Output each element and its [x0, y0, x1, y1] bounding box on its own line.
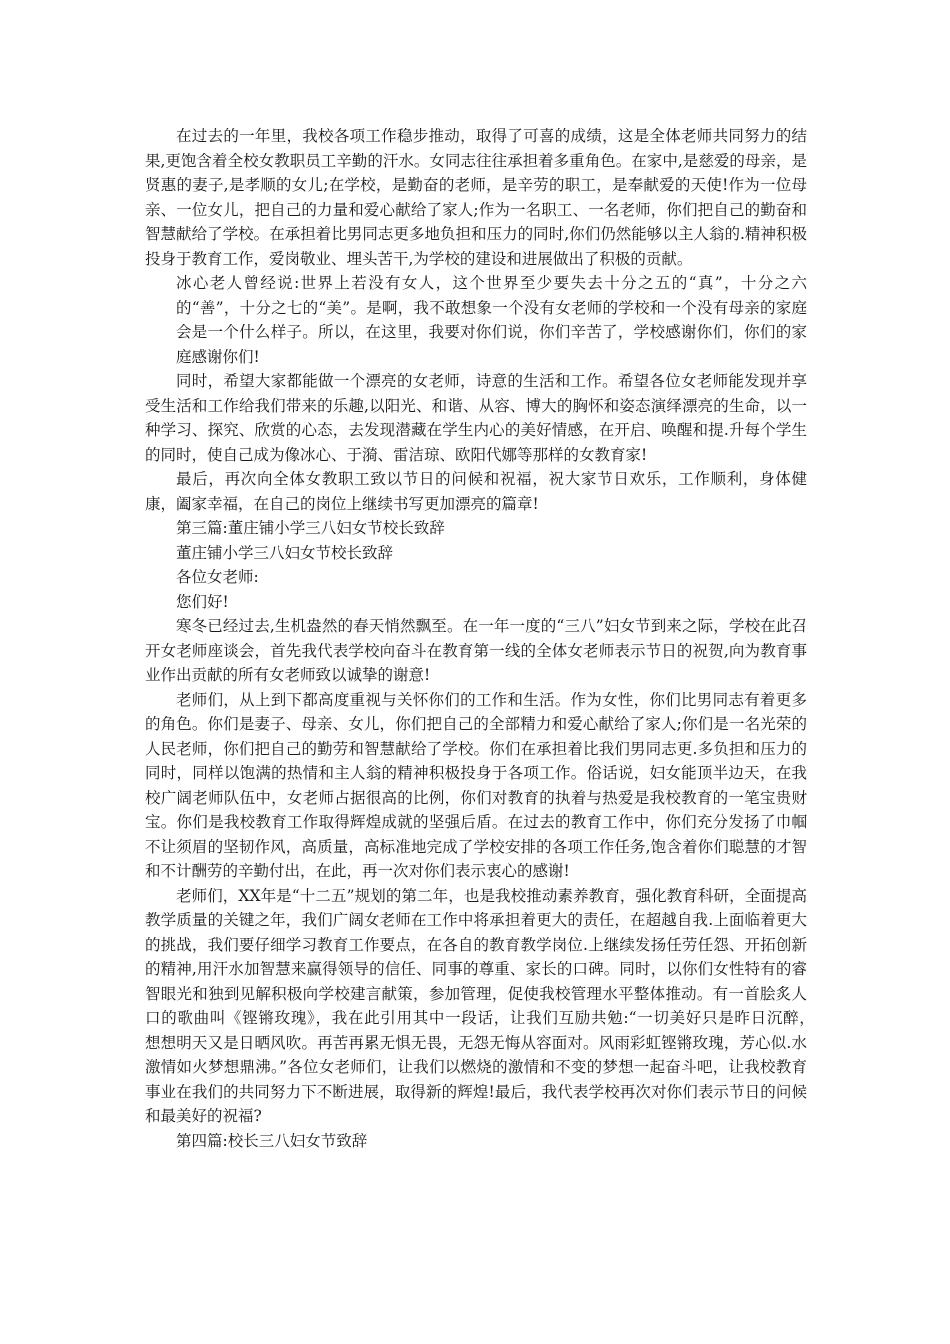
section-heading-3: 第三篇:董庄铺小学三八妇女节校长致辞 [176, 519, 445, 537]
paragraph-5: 寒冬已经过去,生机盎然的春天悄然飘至。在一年一度的“三八”妇女节到来之际，学校在此召开女老师座谈会，首先我代表学校向奋斗在教育第一线的全体女老师表示节日的祝贺,向为教育事业作出贡献的所有女老师致以诚挚的谢意! [145, 617, 807, 684]
greeting: 您们好! [176, 592, 229, 611]
paragraph-3: 同时，希望大家都能做一个漂亮的女老师，诗意的生活和工作。希望各位女老师能发现并享受生活和工作给我们带来的乐趣,以阳光、和谐、从容、博大的胸怀和姿态演绎漂亮的生命，以一种学习、探究、欣赏的心态，去发现潜藏在学生内心的美好情感，在开启、唤醒和提.升每个学生的同时，使自己成为像冰心、于漪、雷洁琼、欧阳代娜等那样的女教育家! [145, 372, 807, 464]
section-heading-4: 第四篇:校长三八妇女节致辞 [176, 1131, 368, 1150]
paragraph-1: 在过去的一年里，我校各项工作稳步推动，取得了可喜的成绩，这是全体老师共同努力的结果,更饱含着全校女教职员工辛勤的汗水。女同志往往承担着多重角色。在家中,是慈爱的母亲，是贤惠的妻子,是孝顺的女儿;在学校，是勤奋的老师，是辛劳的职工，是奉献爱的天使!作为一位母亲、一位女儿，把自己的力量和爱心献给了家人;作为一名职工、一名老师，你们把自己的勤奋和智慧献给了学校。在承担着比男同志更多地负担和压力的同时,你们仍然能够以主人翁的.精神积极投身于教育工作，爱岗敬业、埋头苦干,为学校的建设和进展做出了积极的贡献。 [145, 127, 807, 268]
paragraph-4: 最后，再次向全体女教职工致以节日的问候和祝福，祝大家节日欢乐，工作顺利，身体健康，阖家幸福，在自己的岗位上继续书写更加漂亮的篇章! [145, 470, 807, 513]
speech-title: 董庄铺小学三八妇女节校长致辞 [176, 543, 394, 562]
paragraph-7: 老师们，XX年是“十二五”规划的第二年，也是我校推动素养教育，强化教育科研，全面提高教学质量的关键之年，我们广阔女老师在工作中将承担着更大的责任，在超越自我.上面临着更大的挑战，我们要仔细学习教育工作要点，在各自的教育教学岗位.上继续发扬任劳任怨、开拓创新的精神,用汗水加智慧来赢得领导的信任、同事的尊重、家长的口碑。同时，以你们女性特有的睿智眼光和独到见解积极向学校建言献策，参加管理，促使我校管理水平整体推动。有一首脍炙人口的歌曲叫《铿锵玫瑰》，我在此引用其中一段话，让我们互励共勉:“一切美好只是昨日沉醉， 想想明天又是日晒风吹。再苦再累无惧无畏，无怨无悔从容面对。风雨彩虹铿锵玫瑰，芳心似.水激情如火梦想鼎沸。”各位女老师们，让我们以燃烧的激情和不变的梦想一起奋斗吧，让我校教育事业在我们的共同努力下不断进展，取得新的辉煌!最后，我代表学校再次对你们表示节日的问候和最美好的祝福? [145, 886, 823, 1125]
paragraph-2: 冰心老人曾经说:世界上若没有女人，这个世界至少要失去十分之五的“真”，十分之六的“善”，十分之七的“美”。是啊，我不敢想象一个没有女老师的学校和一个没有母亲的家庭会是一个什么样子。所以，在这里，我要对你们说，你们辛苦了，学校感谢你们，你们的家庭感谢你们! [176, 274, 807, 366]
salutation: 各位女老师: [176, 568, 259, 586]
document-body [145, 124, 823, 1153]
paragraph-6: 老师们，从上到下都高度重视与关怀你们的工作和生活。作为女性，你们比男同志有着更多的角色。你们是妻子、母亲、女儿，你们把自己的全部精力和爱心献给了家人;你们是一名光荣的人民老师，你们把自己的勤劳和智慧献给了学校。你们在承担着比我们男同志更.多负担和压力的同时，同样以饱满的热情和主人翁的精神积极投身于各项工作。俗话说，妇女能顶半边天，在我校广阔老师队伍中，女老师占据很高的比例，你们对教育的执着与热爱是我校教育的一笔宝贵财宝。你们是我校教育工作取得辉煌成就的坚强后盾。在过去的教育工作中，你们充分发扬了巾帼不让须眉的坚韧作风，高质量，高标准地完成了学校安排的各项工作任务,饱含着你们聪慧的才智和不计酬劳的辛勤付出，在此，再一次对你们表示衷心的感谢! [145, 690, 807, 880]
